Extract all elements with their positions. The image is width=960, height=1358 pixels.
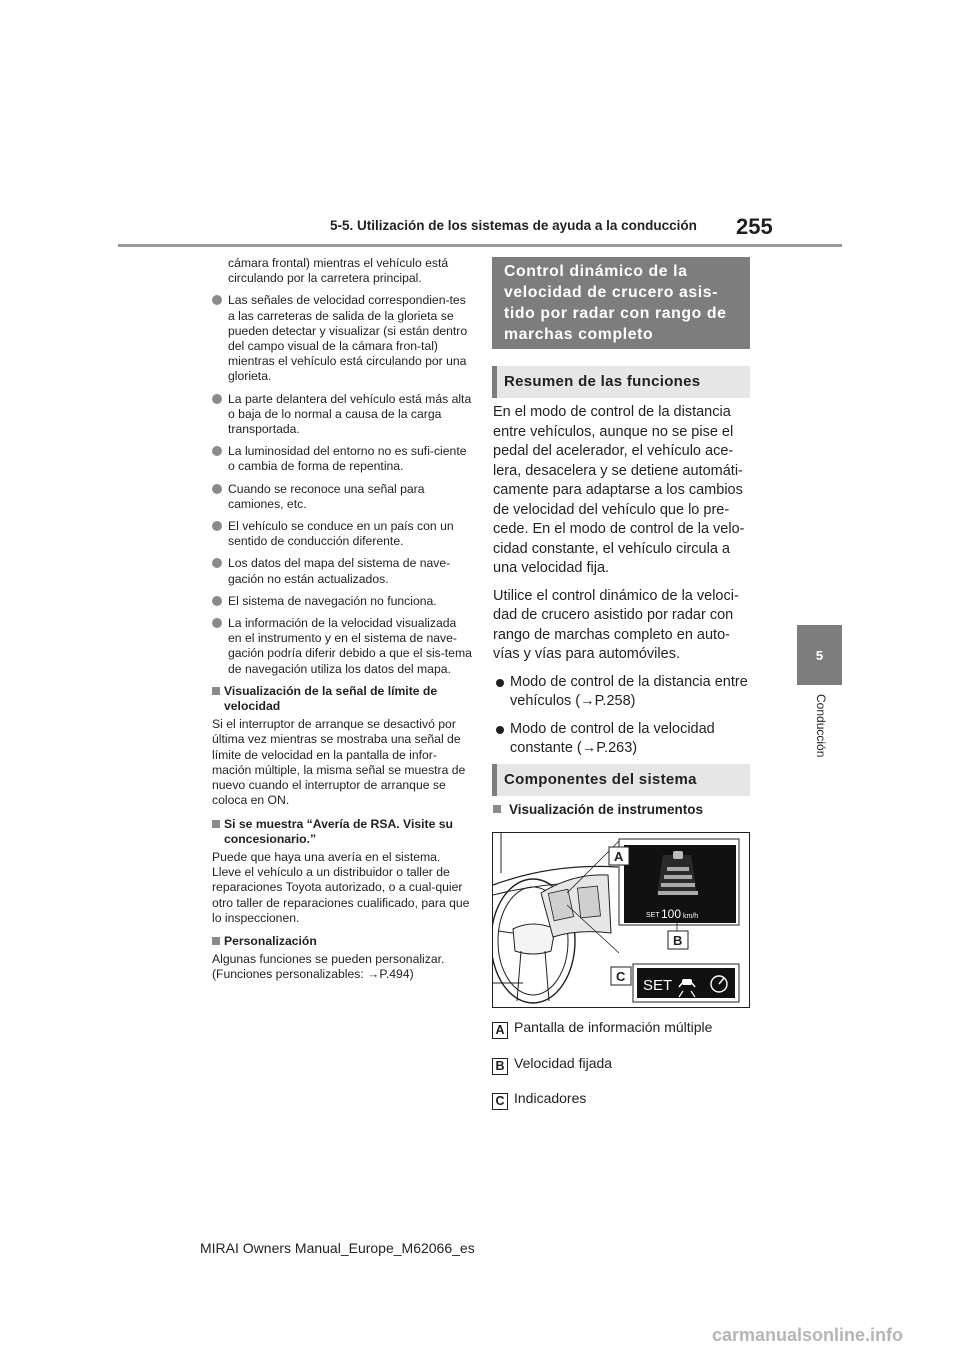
- caption-item: C Indicadores: [492, 1090, 586, 1110]
- left-column: [200, 256, 472, 991]
- subheading-bar: [492, 764, 750, 796]
- label-c: C: [616, 969, 626, 984]
- square-bullet-icon: [212, 820, 220, 828]
- chapter-label: Conducción: [814, 694, 828, 758]
- bullet-icon: [496, 726, 504, 734]
- section-title: 5-5. Utilización de los sistemas de ayuda a la conducción: [330, 218, 697, 233]
- header-rule: [118, 244, 842, 247]
- list-item: La información de la velocidad visualizada en el instrumento y en el sistema de nave-gación podría diferir debido a que el sis-tema de navegación utiliza los datos del mapa.: [200, 616, 472, 677]
- caption-letter: B: [492, 1058, 508, 1075]
- bullet-icon: [212, 484, 222, 494]
- chapter-banner: Control dinámico de la velocidad de crucero asis-tido por radar con rango de marchas completo: [492, 257, 750, 349]
- subheading-components: Componentes del sistema: [504, 771, 697, 788]
- section-text: Si el interruptor de arranque se desactivó por última vez mientras se mostraba una señal de límite de velocidad en la pantalla de infor-mación múltiple, la misma señal se muestra de nuevo cuando el interruptor de arranque se coloca en ON.: [212, 717, 466, 808]
- subheading-bar: [492, 366, 750, 398]
- bullet-icon: [212, 618, 222, 628]
- section-heading: Si se muestra “Avería de RSA. Visite su concesionario.”: [200, 817, 472, 847]
- bullet-icon: [212, 558, 222, 568]
- list-item: Modo de control de la distancia entre vehículos (→P.258): [493, 673, 755, 712]
- label-b: B: [673, 933, 683, 948]
- bullet-icon: [496, 679, 504, 687]
- list-item: Cuando se reconoce una señal para camiones, etc.: [200, 482, 472, 512]
- square-bullet-icon: [212, 937, 220, 945]
- label-a: A: [614, 849, 624, 864]
- list-item: Las señales de velocidad correspondien-tes a las carreteras de salida de la glorieta se pueden detectar y visualizar (si están dentro del campo visual de la cámara fron-tal) mientras el vehículo está circulando por una glorieta.: [200, 293, 472, 384]
- list-item: Los datos del mapa del sistema de nave-gación no están actualizados.: [200, 556, 472, 586]
- caption-letter: C: [492, 1093, 508, 1110]
- paragraph: En el modo de control de la distancia entre vehículos, aunque no se pise el pedal del acelerador, el vehículo ace-lera, desacelera y se detiene automáti-camente para adaptarse a los cambios de velocidad del vehículo que lo pre-cede. En el modo de control de la velo-cidad constante, el vehículo circula a una velocidad fija.: [493, 404, 745, 576]
- list-item: Modo de control de la velocidad constante (→P.263): [493, 720, 755, 759]
- display-speed-text: 100: [661, 907, 682, 921]
- dashboard-illustration: [493, 833, 749, 1007]
- display-unit-text: km/h: [683, 913, 699, 920]
- figure-heading: Visualización de instrumentos: [493, 802, 703, 817]
- list-item: El sistema de navegación no funciona.: [200, 594, 472, 609]
- list-item: El vehículo se conduce en un país con un sentido de conducción diferente.: [200, 519, 472, 549]
- right-text-block: [493, 403, 755, 767]
- display-set-text: SET: [646, 912, 660, 919]
- watermark: carmanualsonline.info: [712, 1325, 904, 1345]
- indicator-set-text: SET: [643, 977, 673, 994]
- footer-text: MIRAI Owners Manual_Europe_M62066_es: [200, 1240, 475, 1256]
- bullet-icon: [212, 521, 222, 531]
- section-heading: Personalización: [200, 934, 472, 949]
- square-bullet-icon: [493, 805, 501, 813]
- intro-text: cámara frontal) mientras el vehículo está circulando por la carretera principal.: [228, 256, 449, 286]
- section-text: Puede que haya una avería en el sistema. Lleve el vehículo a un distribuidor o taller de reparaciones Toyota autorizado, o a cual-quier otro taller de reparaciones cualificado, para que lo inspeccionen.: [212, 849, 470, 925]
- caption-letter: A: [492, 1022, 508, 1039]
- section-heading: Visualización de la señal de límite de velocidad: [200, 684, 472, 714]
- list-item: La luminosidad del entorno no es sufi-ciente o cambia de forma de repentina.: [200, 444, 472, 474]
- bullet-icon: [212, 446, 222, 456]
- caption-item: B Velocidad fijada: [492, 1055, 612, 1075]
- square-bullet-icon: [212, 687, 220, 695]
- bullet-icon: [212, 295, 222, 305]
- bullet-icon: [212, 596, 222, 606]
- section-text: Algunas funciones se pueden personalizar. (Funciones personalizables: →P.494): [212, 952, 445, 982]
- bullet-icon: [212, 394, 222, 404]
- page-number: 255: [736, 214, 773, 239]
- list-item: La parte delantera del vehículo está más alta o baja de lo normal a causa de la carga transportada.: [200, 392, 472, 438]
- paragraph: Utilice el control dinámico de la veloci-dad de crucero asistido por radar con rango de marchas completo en auto-vías y vías para automóviles.: [493, 587, 739, 662]
- subheading-summary: Resumen de las funciones: [504, 373, 701, 390]
- chapter-tab[interactable]: 5: [797, 625, 842, 685]
- caption-item: A Pantalla de información múltiple: [492, 1019, 712, 1039]
- instrument-figure: [492, 832, 750, 1008]
